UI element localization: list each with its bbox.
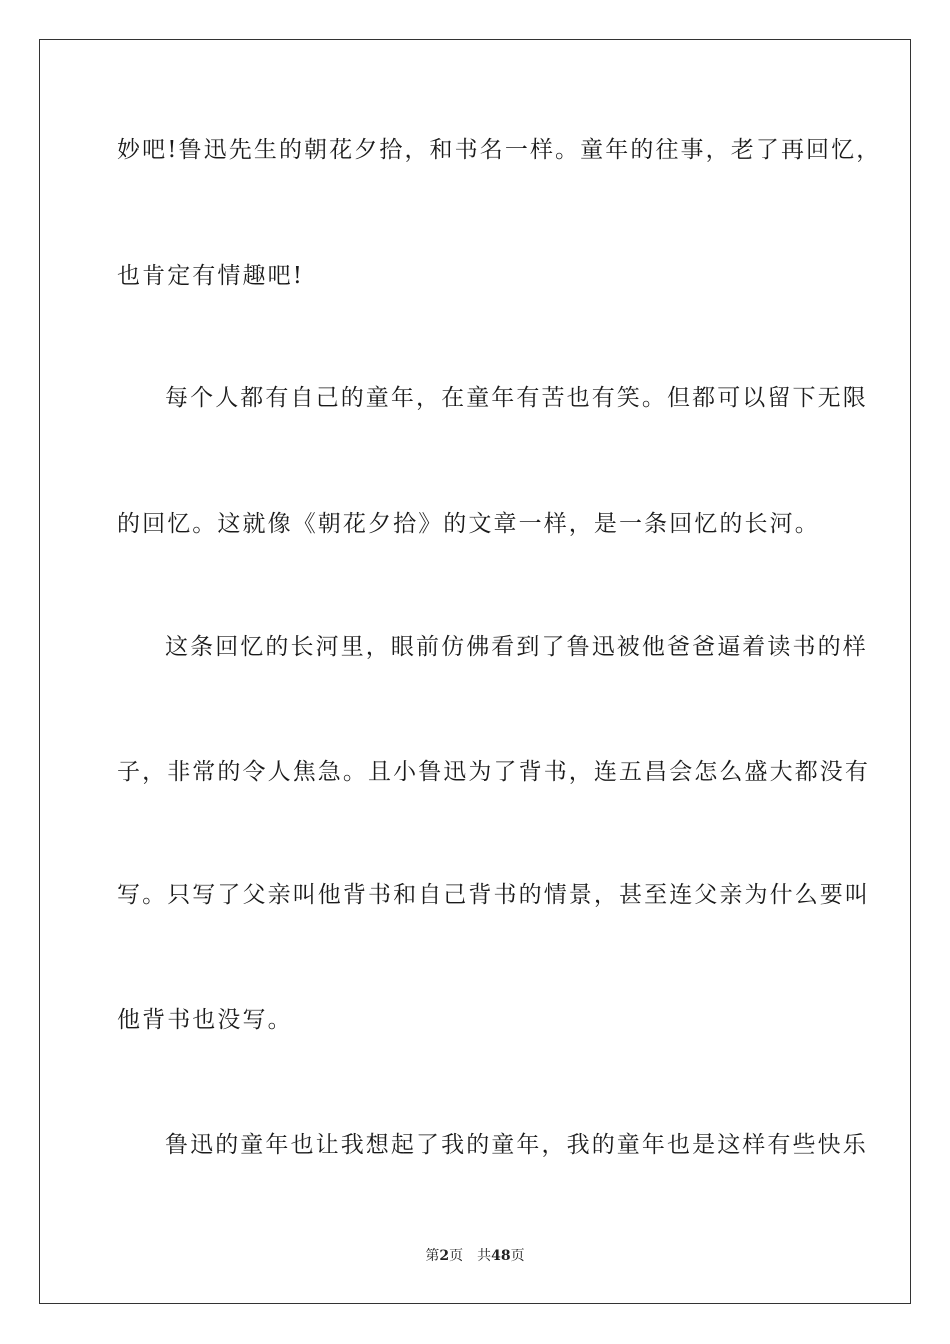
text-line: 妙吧!鲁迅先生的朝花夕拾，和书名一样。童年的往事，老了再回忆，	[117, 137, 882, 163]
total-pages: 48	[491, 1248, 511, 1264]
paragraph-start-line: 鲁迅的童年也让我想起了我的童年，我的童年也是这样有些快乐	[165, 1132, 868, 1158]
paragraph-start-line: 这条回忆的长河里，眼前仿佛看到了鲁迅被他爸爸逼着读书的样	[165, 634, 868, 660]
total-suffix: 页	[510, 1248, 525, 1264]
text-line: 写。只写了父亲叫他背书和自己背书的情景，甚至连父亲为什么要叫	[117, 882, 870, 908]
page-number: 2	[439, 1248, 450, 1264]
text-line: 子，非常的令人焦急。且小鲁迅为了背书，连五昌会怎么盛大都没有	[117, 759, 870, 785]
page-prefix: 第	[425, 1248, 440, 1264]
text-line: 也肯定有情趣吧!	[117, 263, 305, 289]
page-suffix: 页	[449, 1248, 464, 1264]
page-footer	[0, 1247, 950, 1265]
text-line: 的回忆。这就像《朝花夕拾》的文章一样，是一条回忆的长河。	[117, 511, 820, 537]
text-line: 他背书也没写。	[117, 1007, 293, 1033]
paragraph-start-line: 每个人都有自己的童年，在童年有苦也有笑。但都可以留下无限	[165, 385, 868, 411]
total-prefix: 共	[477, 1248, 492, 1264]
page-border	[39, 39, 911, 1304]
